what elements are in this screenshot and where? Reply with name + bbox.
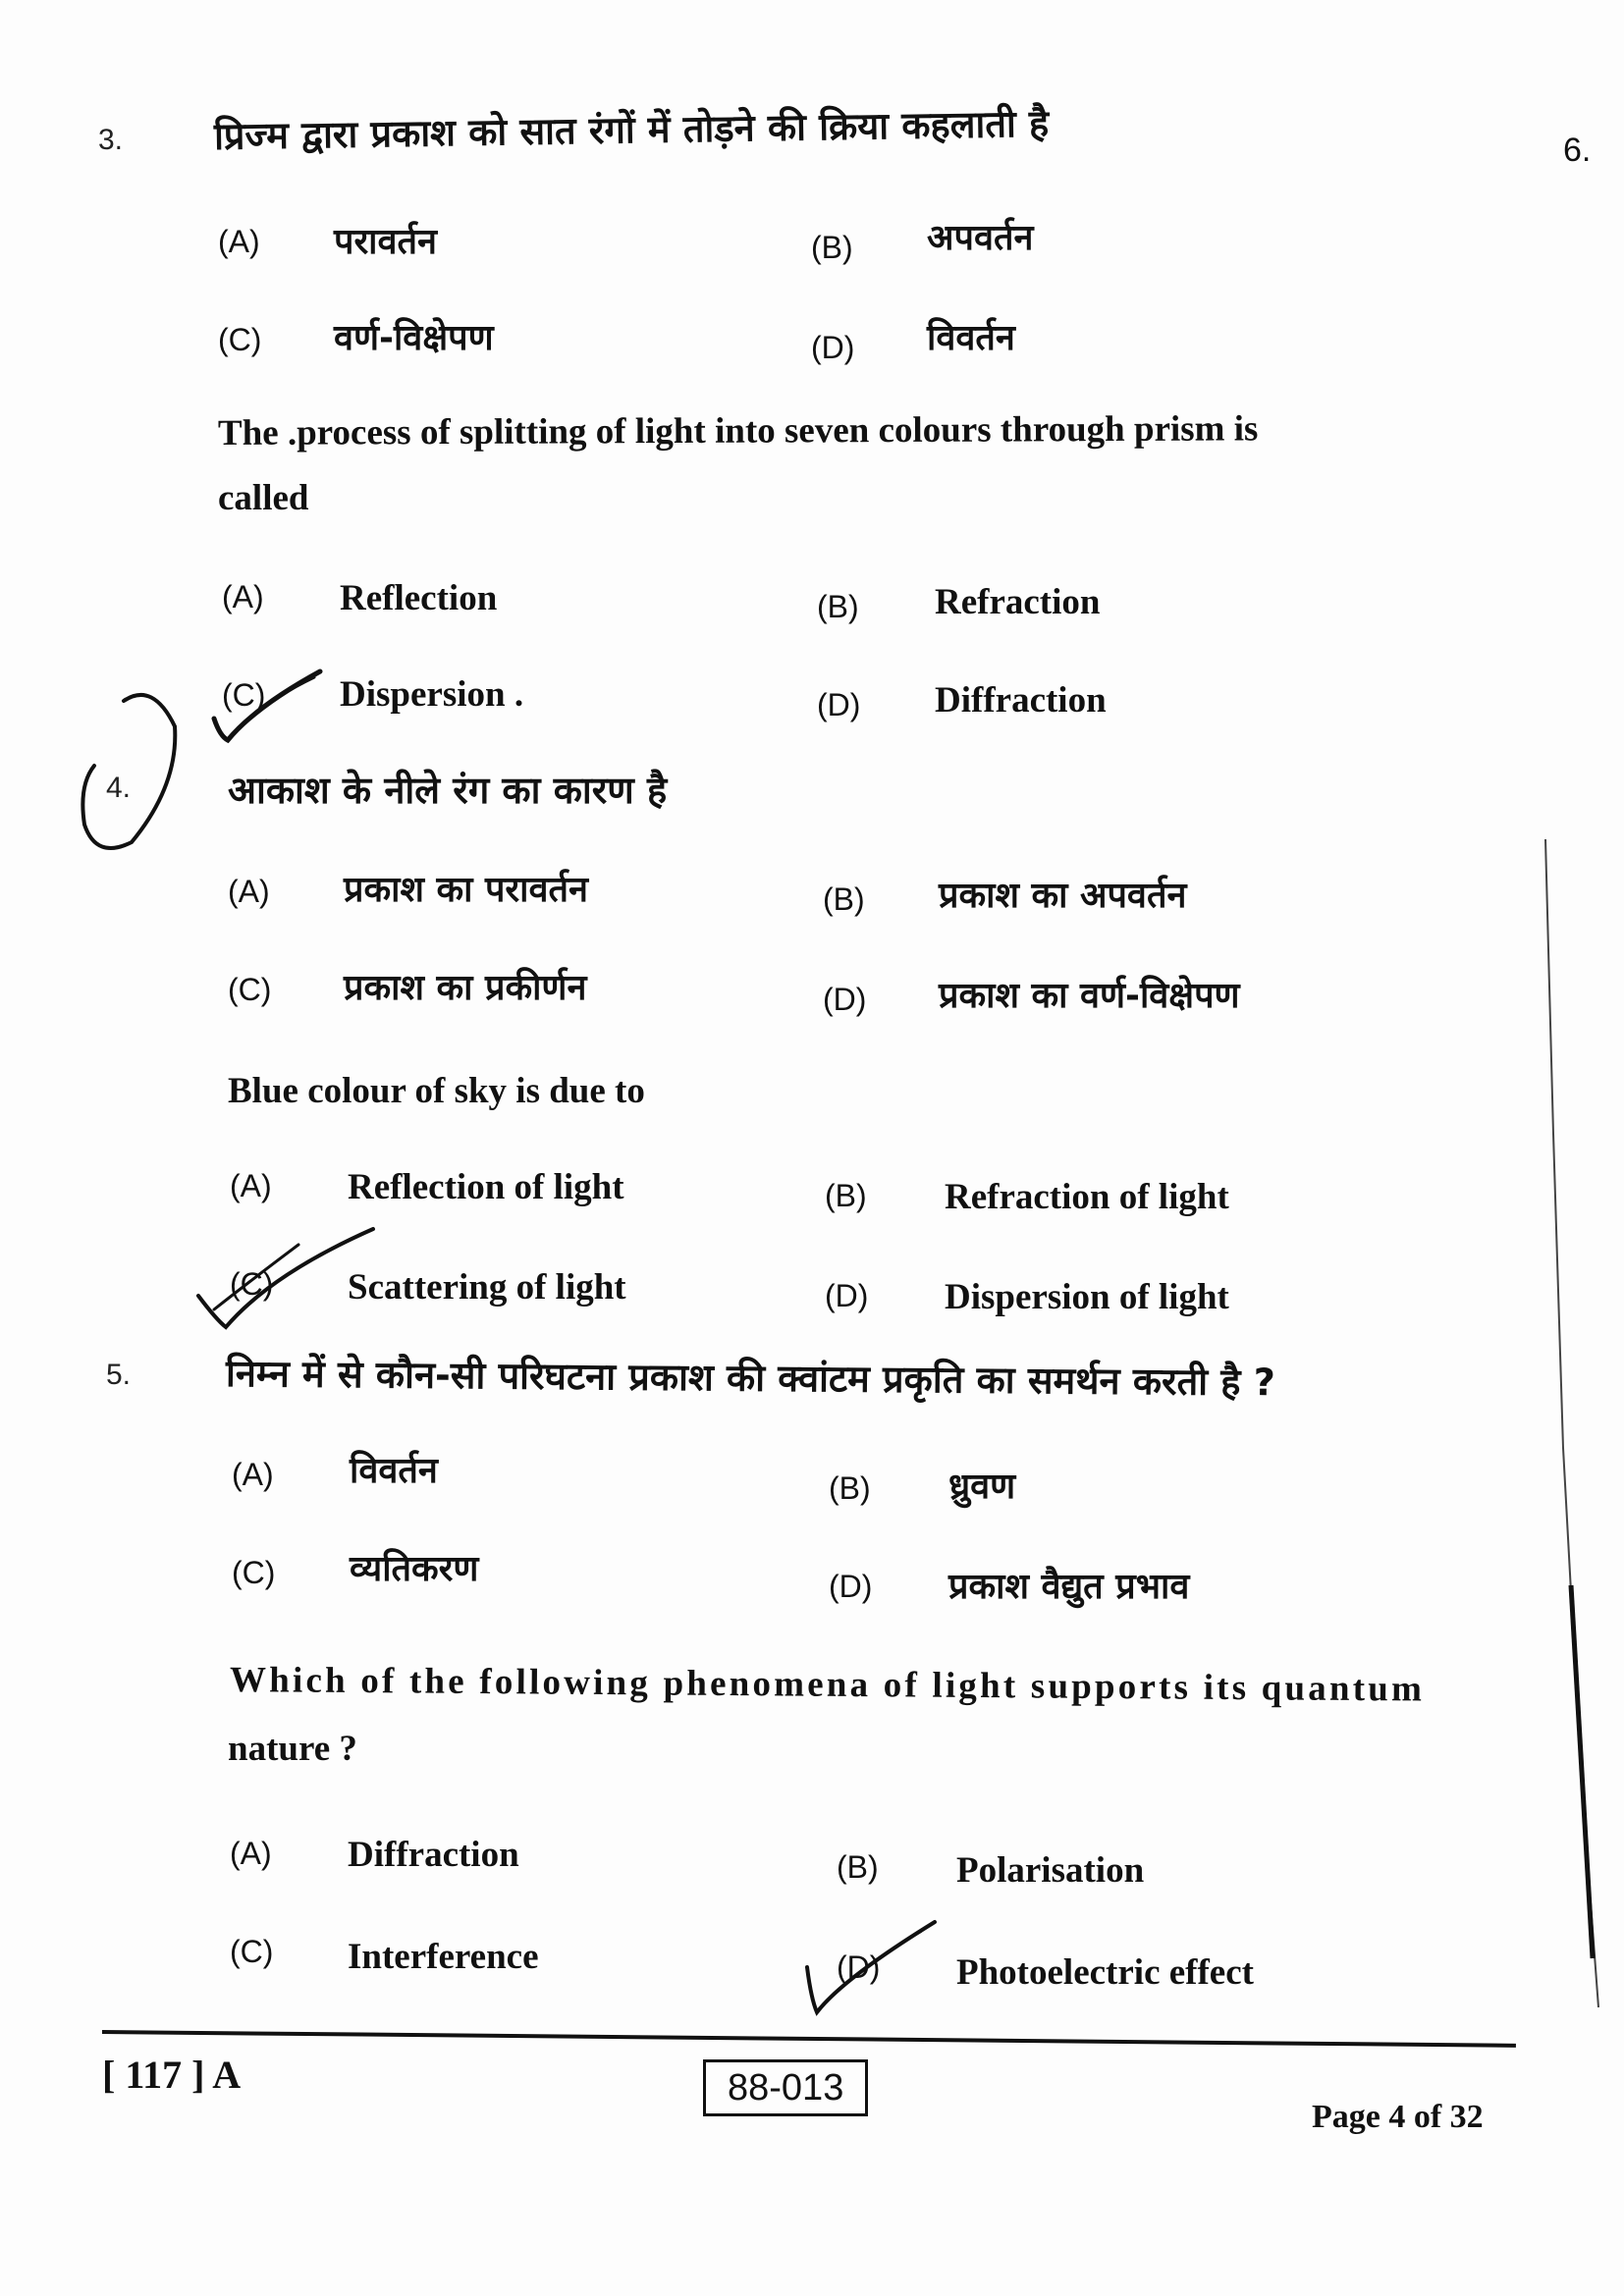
option-text-hindi: परावर्तन (334, 222, 438, 262)
option-label: (B) (811, 230, 853, 265)
option-text-hindi: विवर्तन (350, 1451, 438, 1491)
checkmark-icon (803, 1920, 941, 2022)
option-text: Scattering of light (348, 1267, 626, 1308)
option-text-hindi: प्रकाश का प्रकीर्णन (344, 968, 587, 1008)
option-label: (C) (228, 972, 272, 1007)
option-text: Dispersion of light (945, 1277, 1229, 1317)
option-text-hindi: ध्रुवण (948, 1467, 1016, 1507)
option-text-hindi: व्यतिकरण (350, 1549, 479, 1589)
option-text: Dispersion . (340, 674, 524, 715)
option-label: (C) (230, 1934, 274, 1969)
checkmark-icon (206, 667, 324, 750)
option-text: Refraction (935, 582, 1101, 622)
option-label: (D) (817, 687, 861, 722)
question-text-english-cont: called (218, 478, 309, 518)
circle-mark-icon (77, 687, 194, 858)
option-label: (A) (230, 1168, 272, 1203)
option-label: (A) (232, 1457, 274, 1492)
question-text-english: Blue colour of sky is due to (228, 1071, 645, 1111)
option-text-hindi: वर्ण-विक्षेपण (334, 318, 494, 358)
option-label: (D) (823, 982, 867, 1017)
option-text-hindi: प्रकाश वैद्युत प्रभाव (948, 1567, 1190, 1607)
option-label: (B) (825, 1178, 867, 1213)
option-label: (A) (228, 874, 270, 909)
option-text: Photoelectric effect (956, 1952, 1254, 1993)
option-text: Polarisation (956, 1850, 1145, 1891)
option-text: Reflection (340, 578, 498, 618)
option-text: Reflection of light (348, 1167, 624, 1207)
question-text-hindi: निम्न में से कौन-सी परिघटना प्रकाश की क्वांटम प्रकृति का समर्थन करती है ? (225, 1352, 1275, 1405)
option-label: (A) (230, 1836, 272, 1871)
question-text-english: The .process of splitting of light into seven colours through prism is (217, 408, 1259, 454)
footer-paper-code: 88-013 (703, 2059, 868, 2116)
corner-page-number: 6. (1563, 132, 1592, 169)
option-label: (D) (825, 1278, 869, 1313)
option-label: (C) (232, 1555, 276, 1590)
option-text: Interference (348, 1937, 539, 1977)
option-label: (A) (218, 224, 260, 259)
option-label: (C) (230, 1266, 274, 1302)
footer-divider (102, 2030, 1516, 2048)
option-label: (C) (222, 677, 266, 713)
scan-edge-line (1542, 839, 1600, 2007)
question-text-hindi: आकाश के नीले रंग का कारण है (228, 769, 668, 812)
question-number: 3. (98, 124, 124, 156)
option-label: (A) (222, 579, 264, 614)
option-text-hindi: प्रकाश का परावर्तन (344, 870, 588, 910)
option-text-hindi: अपवर्तन (927, 218, 1034, 258)
option-label: (B) (817, 589, 859, 624)
option-text: Diffraction (348, 1835, 519, 1875)
question-text-english: Which of the following phenomena of light supports its quantum (229, 1660, 1426, 1710)
footer-page-number: Page 4 of 32 (1312, 2099, 1484, 2135)
option-text-hindi: प्रकाश का अपवर्तन (939, 876, 1187, 916)
footer-series-code: [ 117 ] A (102, 2053, 242, 2097)
question-number: 4. (106, 772, 132, 804)
question-text-english-cont: nature ? (228, 1729, 357, 1769)
question-number: 5. (106, 1359, 132, 1391)
option-label: (B) (823, 881, 865, 917)
option-label: (D) (837, 1949, 881, 1985)
option-label: (C) (218, 322, 262, 357)
option-label: (B) (837, 1849, 879, 1885)
option-label: (B) (829, 1470, 871, 1506)
option-label: (D) (811, 330, 855, 365)
question-text-hindi: प्रिज्म द्वारा प्रकाश को सात रंगों में तोड़ने की क्रिया कहलाती है (213, 101, 1050, 158)
option-text-hindi: विवर्तन (927, 318, 1015, 358)
option-label: (D) (829, 1569, 873, 1604)
option-text: Refraction of light (945, 1177, 1229, 1217)
option-text: Diffraction (935, 680, 1107, 721)
checkmark-icon (192, 1225, 379, 1337)
option-text-hindi: प्रकाश का वर्ण-विक्षेपण (939, 976, 1240, 1016)
